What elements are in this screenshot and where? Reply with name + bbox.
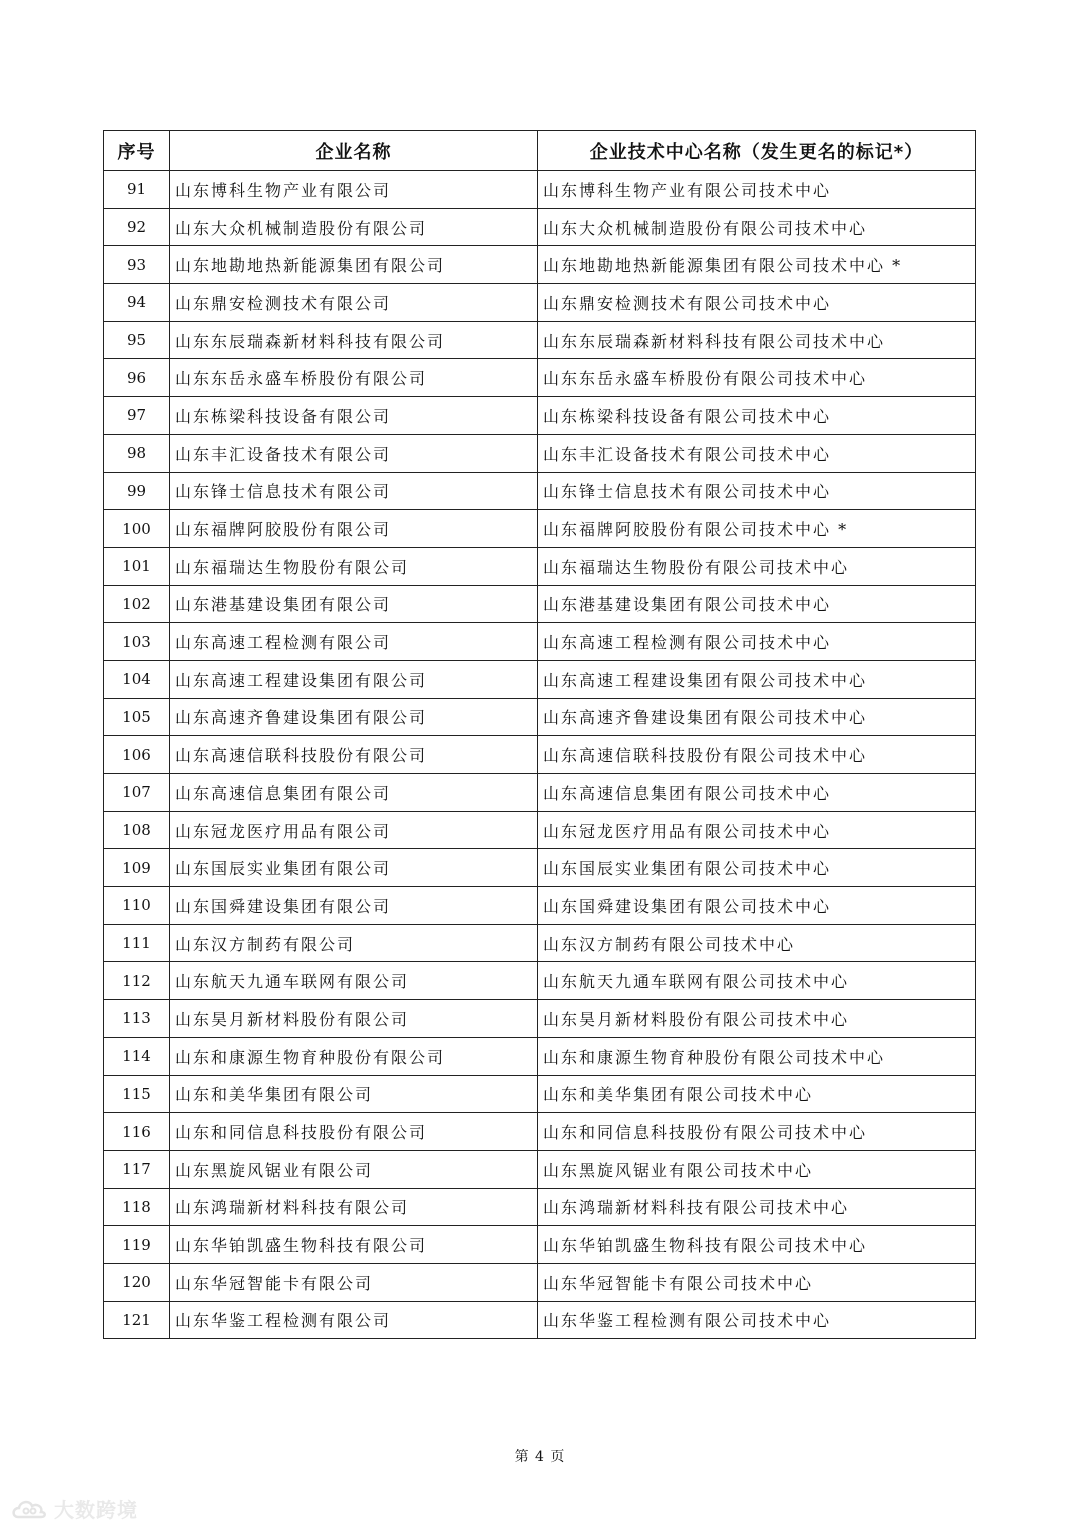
- row-tech-center-cell: 山东鸿瑞新材料科技有限公司技术中心: [538, 1188, 976, 1226]
- row-tech-center-cell: 山东锋士信息技术有限公司技术中心: [538, 472, 976, 510]
- row-tech-center-cell: 山东福瑞达生物股份有限公司技术中心: [538, 547, 976, 585]
- header-company-name: 企业名称: [170, 131, 538, 171]
- row-serial-cell: 112: [104, 962, 170, 1000]
- row-tech-center-cell: 山东高速齐鲁建设集团有限公司技术中心: [538, 698, 976, 736]
- table-row: [104, 1188, 976, 1226]
- row-tech-center-cell: 山东地勘地热新能源集团有限公司技术中心 *: [538, 246, 976, 284]
- row-serial-cell: 97: [104, 397, 170, 435]
- row-company-name-cell: 山东高速工程检测有限公司: [170, 623, 538, 661]
- table-row: [104, 1075, 976, 1113]
- row-company-name-cell: 山东昊月新材料股份有限公司: [170, 1000, 538, 1038]
- table-row: [104, 660, 976, 698]
- row-company-name-cell: 山东大众机械制造股份有限公司: [170, 208, 538, 246]
- table-row: [104, 774, 976, 812]
- table-row: [104, 397, 976, 435]
- table-row: [104, 547, 976, 585]
- table-row: [104, 284, 976, 322]
- table-row: [104, 736, 976, 774]
- watermark: [10, 1494, 138, 1523]
- row-company-name-cell: 山东华铂凯盛生物科技有限公司: [170, 1226, 538, 1264]
- table-row: [104, 171, 976, 209]
- row-tech-center-cell: 山东港基建设集团有限公司技术中心: [538, 585, 976, 623]
- row-tech-center-cell: 山东黑旋风锯业有限公司技术中心: [538, 1150, 976, 1188]
- watermark-text: 大数跨境: [54, 1498, 138, 1522]
- row-serial-cell: 101: [104, 547, 170, 585]
- table-row: [104, 849, 976, 887]
- row-serial-cell: 103: [104, 623, 170, 661]
- table-row: [104, 1226, 976, 1264]
- row-serial-cell: 119: [104, 1226, 170, 1264]
- table-row: [104, 1113, 976, 1151]
- row-company-name-cell: 山东高速齐鲁建设集团有限公司: [170, 698, 538, 736]
- row-serial-cell: 114: [104, 1037, 170, 1075]
- row-company-name-cell: 山东高速信联科技股份有限公司: [170, 736, 538, 774]
- row-tech-center-cell: 山东航天九通车联网有限公司技术中心: [538, 962, 976, 1000]
- row-serial-cell: 121: [104, 1301, 170, 1339]
- row-serial-cell: 98: [104, 434, 170, 472]
- row-company-name-cell: 山东鸿瑞新材料科技有限公司: [170, 1188, 538, 1226]
- row-serial-cell: 104: [104, 660, 170, 698]
- cloud-logo-icon: [10, 1495, 50, 1523]
- table-header-row: [104, 131, 976, 171]
- table-row: [104, 887, 976, 925]
- table-row: [104, 246, 976, 284]
- table-row: [104, 208, 976, 246]
- row-tech-center-cell: 山东国辰实业集团有限公司技术中心: [538, 849, 976, 887]
- row-serial-cell: 92: [104, 208, 170, 246]
- table-row: [104, 698, 976, 736]
- row-serial-cell: 109: [104, 849, 170, 887]
- row-serial-cell: 95: [104, 321, 170, 359]
- row-serial-cell: 93: [104, 246, 170, 284]
- row-serial-cell: 120: [104, 1263, 170, 1301]
- table-row: [104, 1000, 976, 1038]
- row-company-name-cell: 山东汉方制药有限公司: [170, 924, 538, 962]
- table-row: [104, 924, 976, 962]
- table-row: [104, 359, 976, 397]
- row-company-name-cell: 山东博科生物产业有限公司: [170, 171, 538, 209]
- row-company-name-cell: 山东福牌阿胶股份有限公司: [170, 510, 538, 548]
- row-tech-center-cell: 山东和康源生物育种股份有限公司技术中心: [538, 1037, 976, 1075]
- row-tech-center-cell: 山东鼎安检测技术有限公司技术中心: [538, 284, 976, 322]
- row-serial-cell: 108: [104, 811, 170, 849]
- row-company-name-cell: 山东和美华集团有限公司: [170, 1075, 538, 1113]
- row-tech-center-cell: 山东冠龙医疗用品有限公司技术中心: [538, 811, 976, 849]
- row-tech-center-cell: 山东国舜建设集团有限公司技术中心: [538, 887, 976, 925]
- row-company-name-cell: 山东栋梁科技设备有限公司: [170, 397, 538, 435]
- row-company-name-cell: 山东地勘地热新能源集团有限公司: [170, 246, 538, 284]
- row-serial-cell: 91: [104, 171, 170, 209]
- row-tech-center-cell: 山东福牌阿胶股份有限公司技术中心 *: [538, 510, 976, 548]
- table-row: [104, 1037, 976, 1075]
- row-tech-center-cell: 山东华铂凯盛生物科技有限公司技术中心: [538, 1226, 976, 1264]
- table-row: [104, 811, 976, 849]
- row-tech-center-cell: 山东丰汇设备技术有限公司技术中心: [538, 434, 976, 472]
- row-tech-center-cell: 山东和美华集团有限公司技术中心: [538, 1075, 976, 1113]
- table-row: [104, 1301, 976, 1339]
- row-tech-center-cell: 山东华鉴工程检测有限公司技术中心: [538, 1301, 976, 1339]
- table-row: [104, 472, 976, 510]
- row-tech-center-cell: 山东和同信息科技股份有限公司技术中心: [538, 1113, 976, 1151]
- row-tech-center-cell: 山东高速信息集团有限公司技术中心: [538, 774, 976, 812]
- row-tech-center-cell: 山东汉方制药有限公司技术中心: [538, 924, 976, 962]
- row-company-name-cell: 山东冠龙医疗用品有限公司: [170, 811, 538, 849]
- row-tech-center-cell: 山东东岳永盛车桥股份有限公司技术中心: [538, 359, 976, 397]
- row-company-name-cell: 山东东岳永盛车桥股份有限公司: [170, 359, 538, 397]
- row-company-name-cell: 山东黑旋风锯业有限公司: [170, 1150, 538, 1188]
- row-serial-cell: 99: [104, 472, 170, 510]
- table-row: [104, 585, 976, 623]
- row-company-name-cell: 山东华鉴工程检测有限公司: [170, 1301, 538, 1339]
- table-row: [104, 1150, 976, 1188]
- row-tech-center-cell: 山东高速信联科技股份有限公司技术中心: [538, 736, 976, 774]
- header-tech-center-name: 企业技术中心名称（发生更名的标记*）: [538, 131, 976, 171]
- row-company-name-cell: 山东高速信息集团有限公司: [170, 774, 538, 812]
- row-serial-cell: 105: [104, 698, 170, 736]
- row-serial-cell: 115: [104, 1075, 170, 1113]
- row-serial-cell: 116: [104, 1113, 170, 1151]
- row-tech-center-cell: 山东东辰瑞森新材料科技有限公司技术中心: [538, 321, 976, 359]
- row-company-name-cell: 山东高速工程建设集团有限公司: [170, 660, 538, 698]
- row-company-name-cell: 山东鼎安检测技术有限公司: [170, 284, 538, 322]
- row-serial-cell: 111: [104, 924, 170, 962]
- row-tech-center-cell: 山东大众机械制造股份有限公司技术中心: [538, 208, 976, 246]
- table-row: [104, 321, 976, 359]
- row-company-name-cell: 山东港基建设集团有限公司: [170, 585, 538, 623]
- row-company-name-cell: 山东福瑞达生物股份有限公司: [170, 547, 538, 585]
- row-serial-cell: 107: [104, 774, 170, 812]
- row-company-name-cell: 山东和同信息科技股份有限公司: [170, 1113, 538, 1151]
- row-serial-cell: 117: [104, 1150, 170, 1188]
- row-tech-center-cell: 山东华冠智能卡有限公司技术中心: [538, 1263, 976, 1301]
- header-serial: 序号: [104, 131, 170, 171]
- table-row: [104, 623, 976, 661]
- row-company-name-cell: 山东华冠智能卡有限公司: [170, 1263, 538, 1301]
- row-company-name-cell: 山东航天九通车联网有限公司: [170, 962, 538, 1000]
- row-tech-center-cell: 山东昊月新材料股份有限公司技术中心: [538, 1000, 976, 1038]
- table-row: [104, 510, 976, 548]
- row-company-name-cell: 山东丰汇设备技术有限公司: [170, 434, 538, 472]
- row-company-name-cell: 山东国辰实业集团有限公司: [170, 849, 538, 887]
- row-company-name-cell: 山东锋士信息技术有限公司: [170, 472, 538, 510]
- row-company-name-cell: 山东国舜建设集团有限公司: [170, 887, 538, 925]
- row-tech-center-cell: 山东栋梁科技设备有限公司技术中心: [538, 397, 976, 435]
- page-number: 第 4 页: [514, 1449, 566, 1465]
- row-serial-cell: 96: [104, 359, 170, 397]
- row-company-name-cell: 山东东辰瑞森新材料科技有限公司: [170, 321, 538, 359]
- table-row: [104, 434, 976, 472]
- row-serial-cell: 106: [104, 736, 170, 774]
- row-serial-cell: 110: [104, 887, 170, 925]
- table-row: [104, 962, 976, 1000]
- table-row: [104, 1263, 976, 1301]
- row-serial-cell: 113: [104, 1000, 170, 1038]
- row-serial-cell: 118: [104, 1188, 170, 1226]
- row-tech-center-cell: 山东高速工程建设集团有限公司技术中心: [538, 660, 976, 698]
- row-serial-cell: 100: [104, 510, 170, 548]
- row-tech-center-cell: 山东高速工程检测有限公司技术中心: [538, 623, 976, 661]
- row-tech-center-cell: 山东博科生物产业有限公司技术中心: [538, 171, 976, 209]
- enterprise-table: [103, 130, 976, 1339]
- row-serial-cell: 102: [104, 585, 170, 623]
- row-serial-cell: 94: [104, 284, 170, 322]
- row-company-name-cell: 山东和康源生物育种股份有限公司: [170, 1037, 538, 1075]
